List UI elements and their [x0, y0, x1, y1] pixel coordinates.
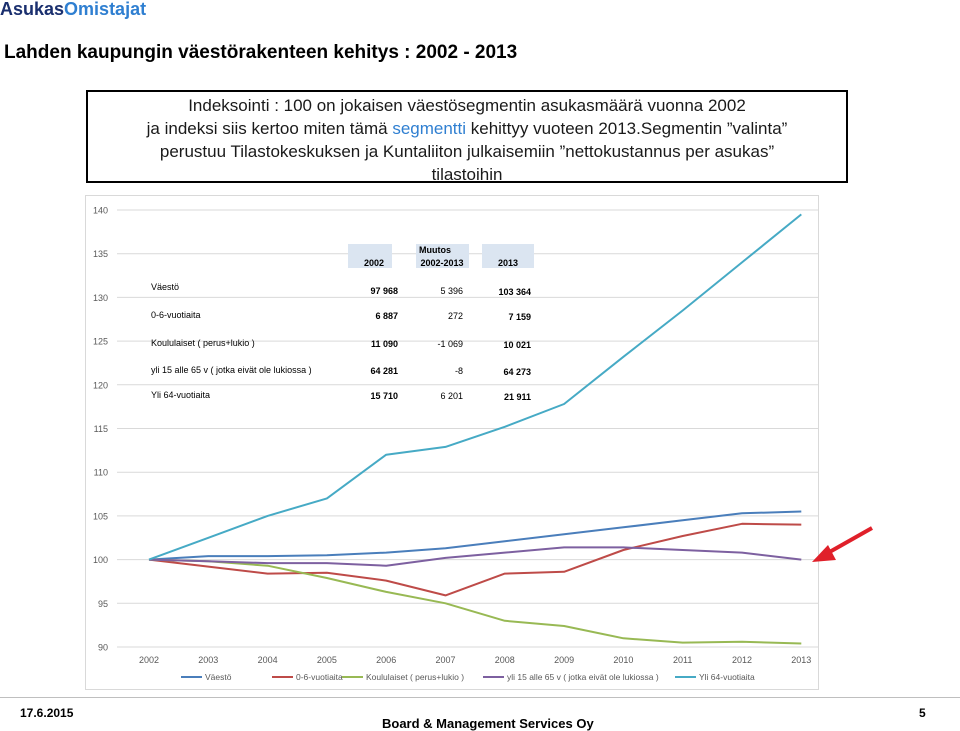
table-cell-2002: 6 887 [375, 311, 398, 321]
y-tick-label: 90 [97, 642, 108, 653]
y-tick-label: 120 [92, 380, 108, 391]
x-tick-label: 2004 [257, 655, 278, 665]
table-cell-2013: 103 364 [498, 287, 531, 297]
table-cell-2013: 64 273 [503, 367, 531, 377]
brand-name-part2: Omistajat [64, 0, 147, 19]
chart-svg [85, 195, 819, 690]
series-line-3 [149, 560, 801, 644]
table-cell-change: -8 [454, 366, 463, 376]
y-tick-label: 115 [93, 424, 108, 434]
table-cell-2002: 64 281 [370, 366, 398, 376]
note-line-4: tilastoihin [431, 165, 503, 184]
y-tick-label: 125 [92, 336, 108, 347]
table-cell-2013: 10 021 [503, 340, 531, 350]
y-tick-label: 130 [92, 292, 108, 303]
legend-label: yli 15 alle 65 v ( jotka eivät ole lukiossa ) [507, 672, 659, 682]
footer-date: 17.6.2015 [20, 706, 74, 720]
y-tick-label: 100 [92, 555, 108, 566]
chart-canvas [85, 195, 819, 690]
y-tick-label: 135 [92, 249, 108, 260]
note-line-2b: kehittyy vuoteen 2013.Segmentin ”valinta” [466, 119, 788, 138]
table-cell-2013: 21 911 [503, 392, 531, 402]
footer-page-number: 5 [919, 706, 926, 720]
x-tick-label: 2006 [376, 655, 397, 665]
legend-label: Väestö [205, 672, 232, 682]
footer-divider [0, 697, 960, 698]
table-cell-2002: 97 968 [370, 286, 398, 296]
table-cell-2013: 7 159 [508, 312, 531, 322]
table-cell-2002: 11 090 [370, 339, 398, 349]
annotation-arrow-shaft [826, 528, 872, 554]
series-line-1 [149, 512, 801, 560]
x-tick-label: 2005 [316, 655, 337, 665]
x-tick-label: 2009 [554, 655, 575, 665]
y-tick-label: 140 [92, 205, 108, 216]
brand-logo [0, 0, 146, 20]
x-tick-label: 2008 [494, 655, 515, 665]
table-row-label: 0-6-vuotiaita [151, 310, 201, 320]
x-tick-label: 2007 [435, 655, 456, 665]
page-title: Lahden kaupungin väestörakenteen kehitys : 2002 - 2013 [4, 42, 518, 63]
table-cell-change: 272 [447, 311, 463, 321]
x-tick-label: 2010 [613, 655, 634, 665]
legend-label: Koululaiset ( perus+lukio ) [366, 672, 465, 682]
x-tick-label: 2002 [138, 655, 160, 665]
legend-label: Yli 64-vuotiaita [699, 672, 755, 682]
table-row-label: Yli 64-vuotiaita [151, 390, 211, 400]
y-tick-label: 95 [97, 598, 108, 609]
table-header-2002: 2002 [363, 258, 385, 268]
table-cell-change: 6 201 [440, 391, 463, 401]
index-line-chart [85, 195, 819, 690]
x-tick-label: 2003 [198, 655, 219, 665]
x-tick-label: 2011 [673, 655, 693, 665]
note-line-1: Indeksointi : 100 on jokaisen väestösegmentin asukasmäärä vuonna 2002 [188, 96, 746, 115]
x-tick-label: 2013 [791, 655, 812, 665]
table-row-label: Väestö [151, 282, 180, 292]
table-cell-2002: 15 710 [370, 391, 398, 401]
table-header-change-1: Muutos [419, 245, 451, 255]
table-row-label: yli 15 alle 65 v ( jotka eivät ole lukiossa ) [151, 365, 312, 375]
chart-border [86, 196, 819, 690]
note-line-3: perustuu Tilastokeskuksen ja Kuntaliiton julkaisemiin ”nettokustannus per asukas” [159, 142, 775, 161]
footer-company: Board & Management Services Oy [382, 716, 594, 731]
table-cell-change: 5 396 [440, 286, 463, 296]
y-tick-label: 110 [93, 467, 108, 478]
note-box [86, 90, 848, 183]
legend-label: 0-6-vuotiaita [296, 672, 343, 682]
table-header-change-2: 2002-2013 [420, 258, 464, 268]
note-line-2 [88, 117, 846, 140]
series-line-5 [149, 214, 801, 559]
table-header-2013: 2013 [497, 258, 519, 268]
table-row-label: Koululaiset ( perus+lukio ) [151, 338, 255, 348]
x-tick-label: 2012 [731, 655, 753, 665]
brand-name-part1: Asukas [0, 0, 65, 19]
note-highlight: segmentti [392, 119, 467, 138]
y-tick-label: 105 [92, 511, 108, 522]
note-line-2a: ja indeksi siis kertoo miten tämä [146, 119, 393, 138]
table-cell-change: -1 069 [437, 339, 463, 349]
